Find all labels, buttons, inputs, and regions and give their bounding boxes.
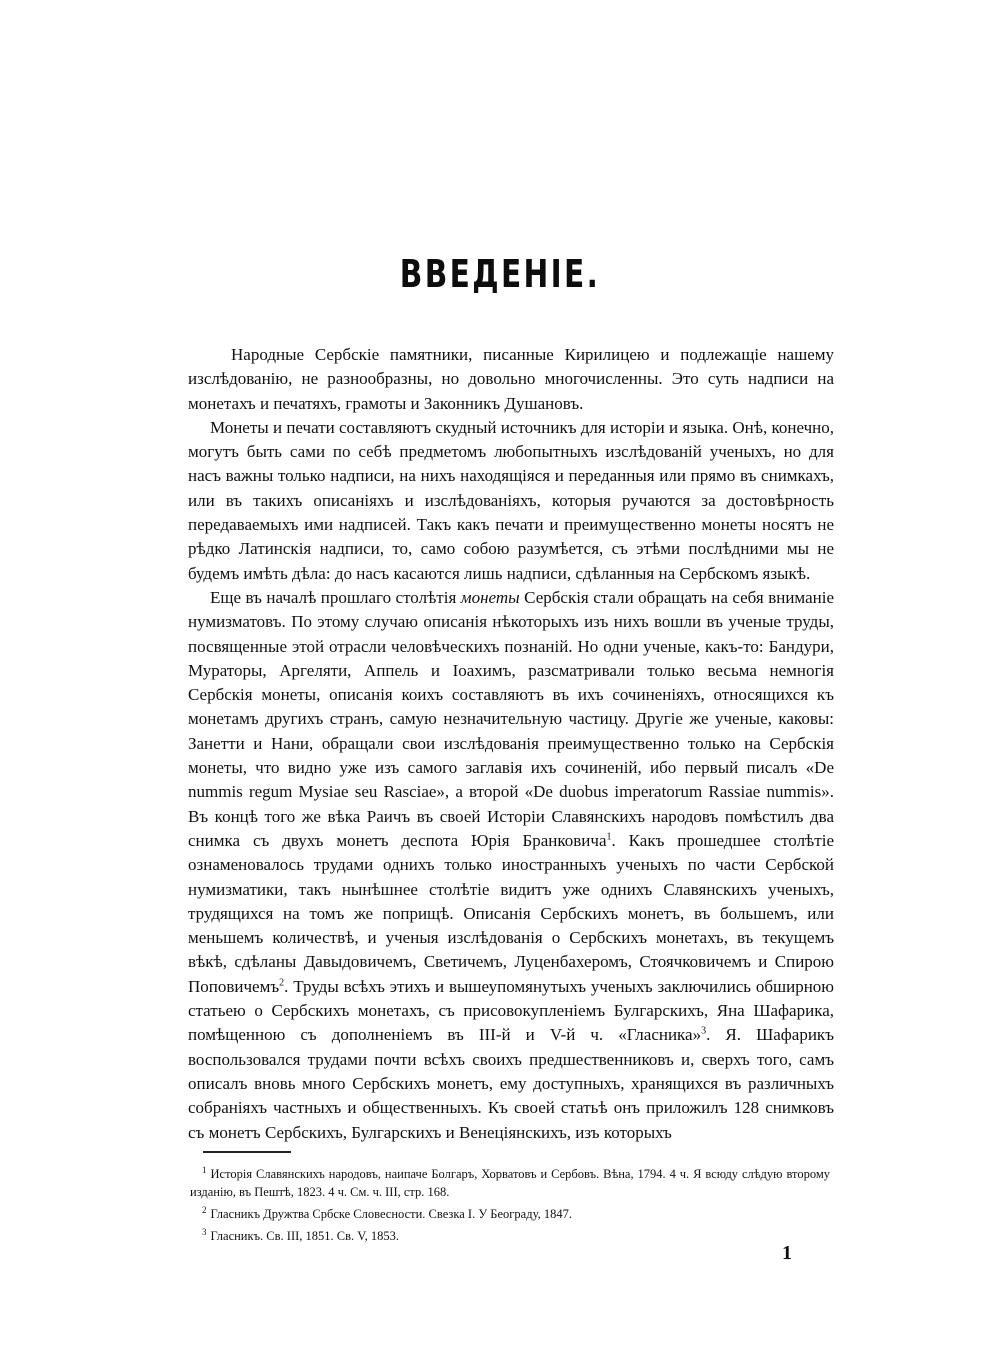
paragraph-numismatics <box>188 586 834 1145</box>
footnote-text: Гласникъ. Св. III, 1851. Св. V, 1853. <box>210 1229 400 1244</box>
paragraph-text-segment: . Труды всѣхъ этихъ и вышеупомянутыхъ ученыхъ заключились обширною статьею о Сербскихъ монетахъ, съ присовокупленіемъ Булгарскихъ, Яна Шафарика, помѣщенною съ дополненіемъ въ III-й и V-й ч. «Гласника» <box>188 976 834 1045</box>
footnote-1 <box>190 1161 830 1201</box>
footnotes <box>190 1161 830 1245</box>
page-number: 1 <box>782 1242 792 1264</box>
paragraph-intro: Народные Сербскіе памятники, писанные Кирилицею и подлежащіе нашему изслѣдованію, не разнообразны, но довольно многочисленны. Это суть надписи на монетахъ и печатяхъ, грамоты и Законникъ Душановъ. <box>188 345 834 413</box>
paragraph-text-segment: . Я. Шафарикъ воспользовался трудами почти всѣхъ своихъ предшественниковъ и, сверхъ того, самъ описалъ вновь много Сербскихъ монетъ, ему доступныхъ, хранящихся въ различныхъ собраніяхъ частныхъ и общественныхъ. Къ своей статьѣ онъ приложилъ 128 снимковъ съ монетъ Сербскихъ, Булгарскихъ и Венеціянскихъ, изъ которыхъ <box>188 1025 834 1142</box>
footnote-separator <box>203 1151 291 1153</box>
footnote-ref-1[interactable]: 1 <box>606 831 612 843</box>
footnote-number: 3 <box>202 1227 207 1238</box>
footnote-number: 2 <box>202 1205 207 1216</box>
footnote-3 <box>190 1223 830 1245</box>
paragraph-text-segment: . Какъ прошедшее столѣтіе ознаменовалось трудами однихъ только иностранныхъ ученыхъ по части Сербской нумизматики, такъ нынѣшнее столѣтіе видитъ уже однихъ Славянскихъ ученыхъ, трудящихся на томъ же поприщѣ. Описанія Сербскихъ монетъ, въ большемъ, или меньшемъ количествѣ, и ученыя изслѣдованія о Сербскихъ монетахъ, въ текущемъ вѣкѣ, сдѣланы Давыдовичемъ, Светичемъ, Луценбахеромъ, Стоячковичемъ и Спирою Поповичемъ <box>188 830 834 996</box>
body-text <box>188 343 834 1145</box>
footnote-text: Исторія Славянскихъ народовъ, наипаче Болгаръ, Хорватовъ и Сербовъ. Вѣна, 1794. 4 ч. Я всюду слѣдую второму изданію, въ Пештѣ, 1823. 4 ч. См. ч. III, стр. 168. <box>190 1167 830 1200</box>
footnote-ref-2[interactable]: 2 <box>279 977 285 989</box>
paragraph-text-segment: Сербскія стали обращать на себя вниманіе нумизматовъ. По этому случаю описанія нѣкоторыхъ изъ нихъ вошли въ ученые труды, посвященные этой отрасли человѣческихъ познаній. Но одни ученые, какъ-то: Бандури, Мураторы, Аргеляти, Аппель и Іоахимъ, разсматривали только весьма немногія Сербскія монеты, описанія коихъ составляютъ въ ихъ сочиненіяхъ, относящихся къ монетамъ другихъ странъ, самую незначительную частицу. Другіе же ученые, каковы: Занетти и Нани, обращали свои изслѣдованія преимущественно только на Сербскія монеты, что видно уже изъ самого заглавія ихъ сочиненій, ибо первый писалъ «De nummis regum Mysiae seu Rasciae», а второй «De duobus imperatorum Rassiae nummis». Въ концѣ того же вѣка Раичъ въ своей Исторіи Славянскихъ народовъ помѣстилъ два снимка съ двухъ монетъ деспота Юрія Бранковича <box>188 587 834 850</box>
footnote-text: Гласникъ Дружтва Србске Словесности. Свезка I. У Београду, 1847. <box>210 1207 572 1222</box>
footnote-2 <box>190 1201 830 1223</box>
paragraph-coins-seals: Монеты и печати составляютъ скудный источникъ для исторіи и языка. Онѣ, конечно, могутъ быть сами по себѣ предметомъ любопытныхъ изслѣдованій ученыхъ, но для насъ важны только надписи, на нихъ находящіяся и переданныя или прямо въ снимкахъ, или въ такихъ описаніяхъ и изслѣдованіяхъ, которыя ручаются за достовѣрность передаваемыхъ ими надписей. Такъ какъ печати и преимущественно монеты носятъ не рѣдко Латинскія надписи, то, само собою разумѣется, съ этѣми послѣдними мы не будемъ имѣть дѣла: до насъ касаются лишь надписи, сдѣланныя на Сербскомъ языкѣ. <box>188 417 834 583</box>
emphasized-word: монеты <box>460 587 520 607</box>
footnote-ref-3[interactable]: 3 <box>701 1025 707 1037</box>
chapter-title: ВВЕДЕНІЕ. <box>399 252 601 296</box>
paragraph-text-segment: Еще въ началѣ прошлаго столѣтія <box>210 587 461 607</box>
footnote-number: 1 <box>202 1165 207 1175</box>
